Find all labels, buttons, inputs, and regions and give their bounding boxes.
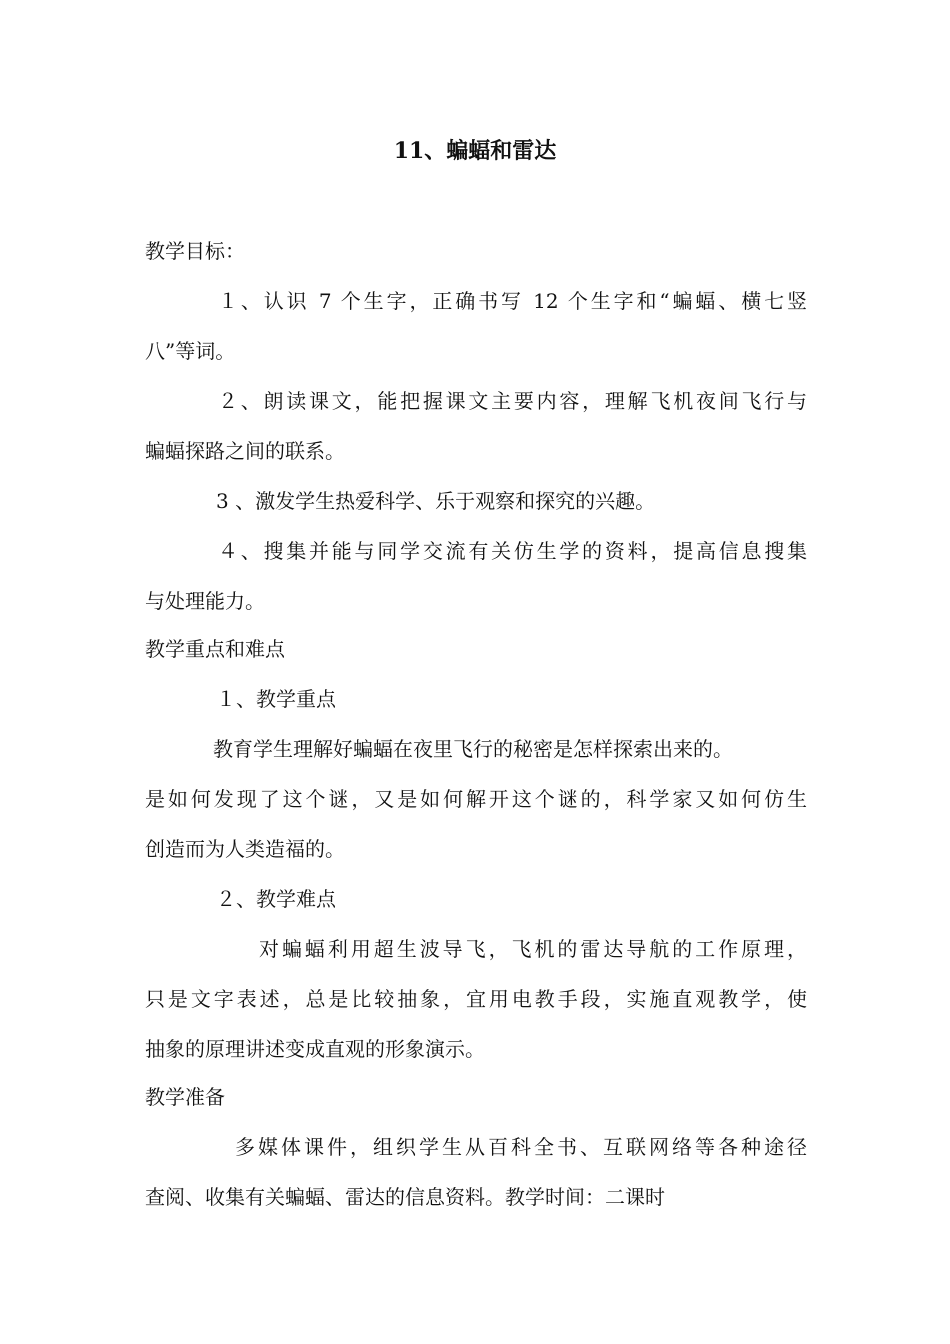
objective-2-line-1: ２、朗读课文，能把握课文主要内容，理解飞机夜间飞行与	[218, 389, 807, 413]
objective-3-line-1: 3 、激发学生热爱科学、乐于观察和探究的兴趣。	[216, 489, 656, 513]
prep-line-2: 查阅、收集有关蝙蝠、雷达的信息资料。教学时间：二课时	[145, 1185, 665, 1209]
prep-heading: 教学准备	[145, 1085, 225, 1109]
objective-2-line-2: 蝙蝠探路之间的联系。	[145, 439, 345, 463]
focus-subheading-key-points: １、教学重点	[216, 687, 336, 711]
prep-line-1: 多媒体课件，组织学生从百科全书、互联网络等各种途径	[235, 1135, 807, 1159]
focus-text-line-1: 教育学生理解好蝙蝠在夜里飞行的秘密是怎样探索出来的。	[213, 737, 733, 761]
focus-text-line-2: 是如何发现了这个谜，又是如何解开这个谜的，科学家又如何仿生	[145, 787, 807, 811]
objective-1-line-2: 八”等词。	[145, 339, 236, 363]
objective-4-line-1: ４、搜集并能与同学交流有关仿生学的资料，提高信息搜集	[218, 539, 807, 563]
objectives-heading: 教学目标：	[145, 239, 245, 263]
difficulty-line-2: 只是文字表述，总是比较抽象，宜用电教手段，实施直观教学，使	[145, 987, 807, 1011]
objective-4-line-2: 与处理能力。	[145, 589, 265, 613]
focus-text-line-3: 创造而为人类造福的。	[145, 837, 345, 861]
focus-subheading-difficulties: ２、教学难点	[216, 887, 336, 911]
difficulty-line-1: 对蝙蝠利用超生波导飞，飞机的雷达导航的工作原理，	[259, 937, 807, 961]
objective-1-line-1: １、认识 7 个生字，正确书写 12 个生字和“蝙蝠、横七竖	[218, 289, 807, 313]
difficulty-line-3: 抽象的原理讲述变成直观的形象演示。	[145, 1037, 485, 1061]
document-title: 11、蝙蝠和雷达	[393, 138, 557, 164]
focus-heading: 教学重点和难点	[145, 637, 285, 661]
